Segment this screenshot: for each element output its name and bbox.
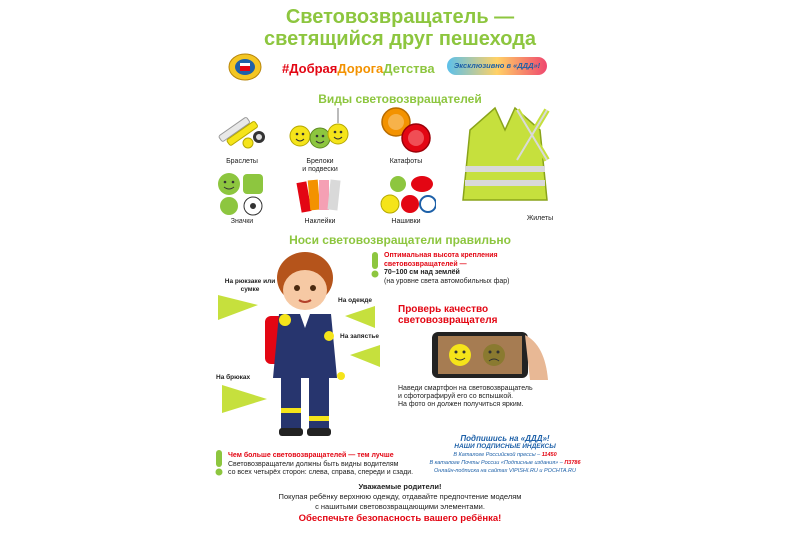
bracelets-label: Браслеты (226, 158, 258, 165)
keychains-label-line1: Брелоки (306, 158, 334, 165)
poster-title-line1: Световозвращатель — (285, 6, 515, 28)
bracelets-icon (215, 110, 270, 150)
subscribe-line3: Онлайн-подписка на сайтах VIPISHI.RU и POCHTA.RU (434, 468, 576, 474)
hashtag-part-2: Дорога (337, 61, 384, 76)
patches-label: Нашивки (391, 218, 421, 225)
arrow-wrist-icon (350, 345, 380, 367)
footer-line3: с нашитыми световозвращающими элементами. (315, 502, 485, 511)
police-emblem-icon (228, 52, 262, 82)
subscribe-title: Подпишись на «ДДД»! (460, 434, 550, 443)
subscribe-box (425, 435, 585, 475)
hashtag (282, 61, 435, 76)
subscribe-line2: В каталоге Почты России «Подписные издания» – (429, 460, 563, 466)
arrow-backpack-icon (218, 295, 258, 320)
more-info (228, 452, 428, 478)
exclusive-badge (447, 57, 547, 75)
badges-icon (215, 172, 270, 216)
exclusive-label: Эксклюзивно в «ДДД»! (453, 61, 541, 70)
poster (200, 0, 600, 535)
more-line1: Световозвращатели должны быть видны водителям (228, 460, 399, 468)
types-section-title: Виды световозвращателей (318, 92, 482, 106)
hashtag-part-1: #Добрая (282, 61, 338, 76)
badges-label: Значки (230, 218, 254, 225)
check-title (398, 304, 538, 326)
height-info (384, 252, 534, 286)
on-backpack-label: На рюкзаке или сумке (224, 278, 276, 293)
footer-line4: Обеспечьте безопасность вашего ребёнка! (298, 513, 502, 524)
on-clothes-label: На одежде (338, 297, 373, 304)
exclamation-icon (370, 252, 380, 278)
footer-line2: Покупая ребёнку верхнюю одежду, отдавайте предпочтение моделям (278, 492, 522, 501)
on-wrist-label: На запястье (340, 333, 380, 340)
vests-label: Жилеты (526, 215, 554, 222)
wear-section-title: Носи световозвращатели правильно (289, 233, 511, 247)
stickers-label: Наклейки (304, 218, 336, 225)
footer-line1: Уважаемые родители! (358, 482, 442, 491)
reflectors-icon (378, 106, 434, 154)
stickers-icon (295, 176, 345, 216)
more-line2: со всех четырёх сторон: слева, справа, спереди и сзади. (228, 469, 414, 476)
arrow-trousers-icon (222, 385, 267, 413)
on-trousers-label: На брюках (216, 374, 251, 381)
subscribe-index2: П3786 (564, 460, 581, 466)
poster-title-line2: светящийся друг пешехода (263, 28, 537, 50)
hashtag-part-3: Детства (383, 61, 435, 76)
check-title-line1: Проверь качество (398, 304, 489, 315)
subscribe-line1: В Каталоге Российской прессы – (453, 452, 541, 458)
height-value: 70–100 см над землёй (384, 269, 460, 276)
more-title: Чем больше световозвращателей — тем лучше (228, 452, 394, 459)
check-instr-line3: На фото он должен получиться ярким. (398, 401, 524, 408)
arrow-clothes-icon (345, 306, 375, 328)
vest-icon (455, 100, 560, 212)
subscribe-index1: 11450 (541, 452, 557, 458)
check-instructions (398, 385, 568, 409)
footer (200, 482, 600, 525)
keychains-icon (288, 108, 350, 153)
keychains-label-line2: и подвески (302, 166, 338, 173)
patches-icon (380, 174, 436, 216)
check-title-line2: световозвращателя (398, 315, 498, 326)
exclamation-icon-2 (214, 450, 224, 476)
smartphone-icon (430, 330, 550, 382)
check-instr-line2: и сфотографируй его со вспышкой. (398, 393, 514, 400)
height-note: (на уровне света автомобильных фар) (384, 277, 510, 285)
check-instr-line1: Наведи смартфон на световозвращатель (398, 385, 533, 392)
subscribe-subtitle: НАШИ ПОДПИСНЫЕ ИНДЕКСЫ (454, 443, 556, 450)
reflectors-label: Катафоты (389, 158, 423, 165)
height-title: Оптимальная высота крепления световозвращателей — (384, 252, 498, 268)
